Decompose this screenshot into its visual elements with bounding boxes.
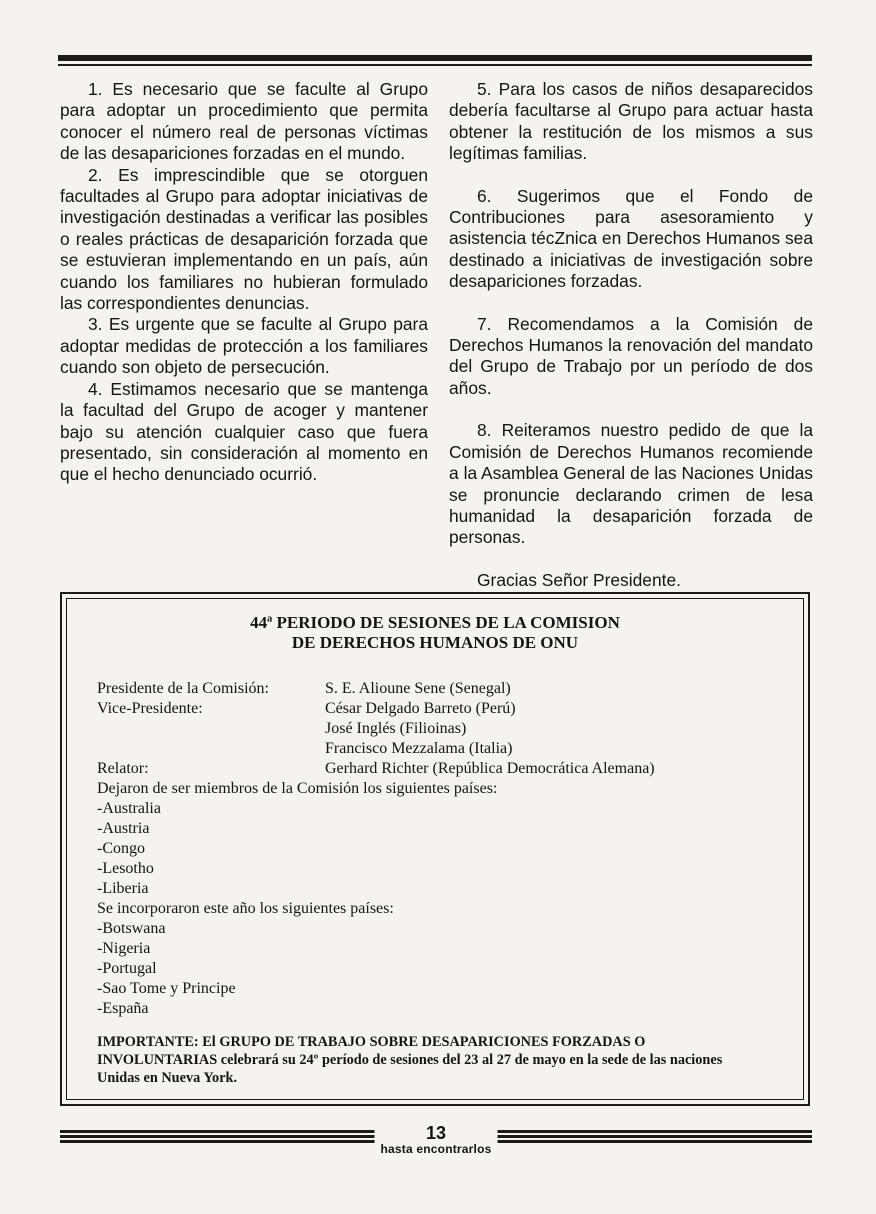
commission-info-box (60, 592, 810, 1106)
vice-president-1: César Delgado Barreto (Perú) (325, 700, 516, 717)
roles-list (97, 679, 787, 1019)
right-column (449, 79, 813, 612)
country-item: -Australia (97, 800, 161, 817)
paragraph-5: 5. Para los casos de niños desaparecidos debería facultarse al Grupo para actuar hasta obtener la restitución de los mismos a sus legítimas familias. (449, 79, 813, 164)
top-rule (58, 55, 812, 66)
important-notice: IMPORTANTE: El GRUPO DE TRABAJO SOBRE DESAPARICIONES FORZADAS O INVOLUNTARIAS celebrará su 24º período de sesiones del 23 al 27 de mayo en la sede de las naciones Unidas en Nueva York. (97, 1034, 723, 1086)
left-countries-list (97, 799, 787, 899)
president-label: Presidente de la Comisión: (97, 680, 269, 697)
vice-president-3: Francisco Mezzalama (Italia) (325, 740, 513, 757)
country-item: -Portugal (97, 960, 157, 977)
left-column (60, 79, 428, 486)
box-title-line-1: 44ª PERIODO DE SESIONES DE LA COMISION (250, 613, 620, 632)
country-item: -España (97, 1000, 149, 1017)
country-item: -Botswana (97, 920, 166, 937)
vice-president-label: Vice-Presidente: (97, 700, 203, 717)
country-item: -Austria (97, 820, 150, 837)
paragraph-7: 7. Recomendamos a la Comisión de Derechos Humanos la renovación del mandato del Grupo de Trabajo por un período de dos años. (449, 313, 813, 398)
box-title (67, 613, 803, 653)
joined-countries-list (97, 919, 787, 1019)
paragraph-3: 3. Es urgente que se faculte al Grupo para adoptar medidas de protección a los familiares cuando son objeto de persecución. (60, 314, 428, 378)
paragraph-8: 8. Reiteramos nuestro pedido de que la Comisión de Derechos Humanos recomiende a la Asamblea General de las Naciones Unidas se pronuncie declarando crimen de lesa humanidad la desaparición forzada de personas. (449, 420, 813, 548)
paragraph-4: 4. Estimamos necesario que se mantenga la facultad del Grupo de acoger y mantener bajo su atención cualquier caso que fuera presentado, sin consideración al momento en que el hecho denunciado ocurrió. (60, 378, 428, 485)
country-item: -Liberia (97, 880, 149, 897)
relator-value: Gerhard Richter (República Democrática Alemana) (325, 760, 655, 777)
country-item: -Sao Tome y Principe (97, 980, 236, 997)
country-item: -Nigeria (97, 940, 151, 957)
country-item: -Congo (97, 840, 145, 857)
vice-president-2: José Inglés (Filioinas) (325, 720, 467, 737)
paragraph-2: 2. Es imprescindible que se otorguen facultades al Grupo para adoptar iniciativas de investigación destinadas a verificar las posibles o reales prácticas de desaparición forzada que se estuvieran implementando en un país, aún cuando los familiares no hubieran formulado las correspondientes denuncias. (60, 164, 428, 314)
paragraph-6: 6. Sugerimos que el Fondo de Contribuciones para asesoramiento y asistencia técZnica en Derechos Humanos sea destinado a iniciativas de investigación sobre desapariciones forzadas. (449, 185, 813, 292)
relator-label: Relator: (97, 760, 149, 777)
left-members-heading: Dejaron de ser miembros de la Comisión los siguientes países: (97, 780, 498, 797)
paragraph-1: 1. Es necesario que se faculte al Grupo para adoptar un procedimiento que permita conocer el número real de personas víctimas de las desapariciones forzadas en el mundo. (60, 79, 428, 164)
president-value: S. E. Alioune Sene (Senegal) (325, 680, 511, 697)
joined-heading: Se incorporaron este año los siguientes países: (97, 900, 394, 917)
page-number: 13 (425, 1123, 447, 1143)
box-title-line-2: DE DERECHOS HUMANOS DE ONU (291, 633, 579, 652)
publication-name: hasta encontrarlos (380, 1142, 492, 1156)
closing-line: Gracias Señor Presidente. (477, 569, 681, 590)
country-item: -Lesotho (97, 860, 154, 877)
